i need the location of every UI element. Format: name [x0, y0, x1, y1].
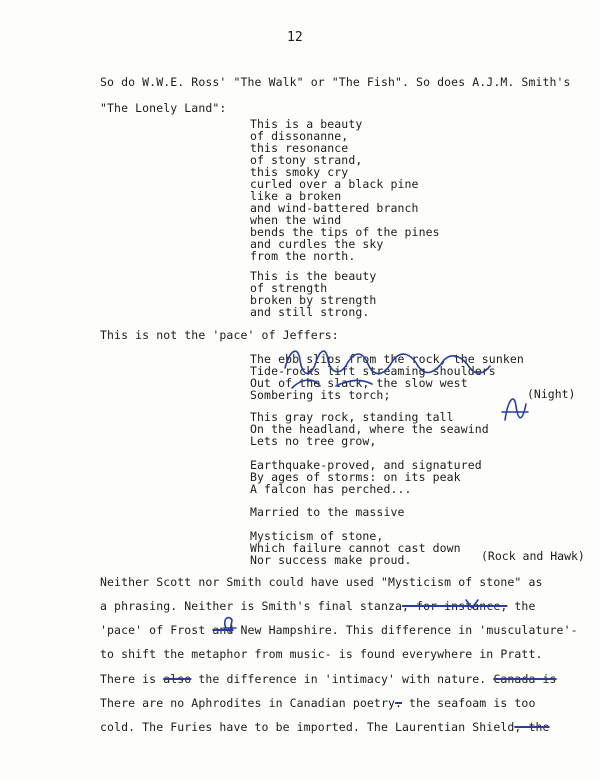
poem-line: This is a beauty: [250, 117, 363, 131]
poem-line: curled over a black pine: [250, 177, 419, 191]
poem-line: and curdles the sky: [250, 237, 384, 251]
attribution-night: (Night): [527, 387, 576, 401]
intro-line-1: So do W.W.E. Ross' "The Walk" or "The Fish". So does A.J.M. Smith's: [100, 75, 571, 89]
ink-mark-right: [502, 399, 528, 420]
prose-text: There is: [100, 672, 164, 686]
prose-text: 'pace' of Frost: [100, 623, 213, 637]
poem-line: Earthquake-proved, and signatured: [250, 458, 482, 472]
poem-line: Nor success make proud.: [250, 553, 412, 567]
prose-text: the: [507, 599, 536, 613]
prose-text: New Hampshire. This difference in 'musculature'-: [233, 623, 578, 637]
struck-text: , for instance,: [402, 599, 508, 613]
struck-text: and: [212, 623, 234, 637]
poem-line: when the wind: [250, 213, 342, 227]
poem-line: This is the beauty: [250, 269, 377, 283]
poem-line: broken by strength: [250, 293, 377, 307]
poem-line: and still strong.: [250, 305, 370, 319]
struck-text: also: [163, 672, 192, 686]
poem-line: of strength: [250, 281, 328, 295]
poem-line: On the headland, where the seawind: [250, 422, 489, 436]
poem-line: Mysticism of stone,: [250, 529, 384, 543]
poem-line: of dissonanne,: [250, 129, 349, 143]
poem-line: The ebb slips from the rock, the sunken: [250, 352, 524, 366]
prose-line: [100, 696, 535, 710]
prose-text: a phrasing. Neither is Smith's final stanza: [100, 599, 403, 613]
poem-line: A falcon has perched...: [250, 482, 412, 496]
poem-line: of stony strand,: [250, 153, 363, 167]
poem-line: By ages of storms: on its peak: [250, 470, 461, 484]
transition-line: This is not the 'pace' of Jeffers:: [100, 328, 339, 342]
poem-line: This gray rock, standing tall: [250, 410, 454, 424]
poem-line: Lets no tree grow,: [250, 434, 377, 448]
poem-line: Which failure cannot cast down: [250, 541, 461, 555]
prose-line: Neither Scott nor Smith could have used "Mysticism of stone" as: [100, 575, 543, 589]
prose-line: [100, 599, 535, 613]
poem-line: and wind-battered branch: [250, 201, 419, 215]
poem-line: bends the tips of the pines: [250, 225, 440, 239]
prose-line: to shift the metaphor from music- is found everywhere in Pratt.: [100, 647, 543, 661]
struck-text: .: [395, 696, 403, 710]
poem-line: Tide-rocks lift streaming shoulders: [250, 364, 496, 378]
struck-text: , the: [514, 720, 550, 734]
prose-text: the difference in 'intimacy' with nature.: [191, 672, 494, 686]
struck-text: Canada is: [493, 672, 557, 686]
page-number: 12: [287, 30, 303, 45]
poem-line: this smoky cry: [250, 165, 349, 179]
poem-line: from the north.: [250, 249, 356, 263]
prose-line: [100, 623, 578, 637]
poem-line: Out of the slack, the slow west: [250, 376, 468, 390]
prose-text: the seafoam is too: [402, 696, 536, 710]
prose-text: cold. The Furies have to be imported. The Laurentian Shield: [100, 720, 515, 734]
intro-line-2: "The Lonely Land":: [100, 101, 227, 115]
poem-line: this resonance: [250, 141, 349, 155]
prose-line: [100, 672, 557, 686]
poem-line: Sombering its torch;: [250, 388, 391, 402]
poem-line: Married to the massive: [250, 505, 405, 519]
attribution-rock-and-hawk: (Rock and Hawk): [481, 549, 585, 563]
prose-line: [100, 720, 550, 734]
prose-text: There are no Aphrodites in Canadian poetry: [100, 696, 395, 710]
poem-line: like a broken: [250, 189, 342, 203]
